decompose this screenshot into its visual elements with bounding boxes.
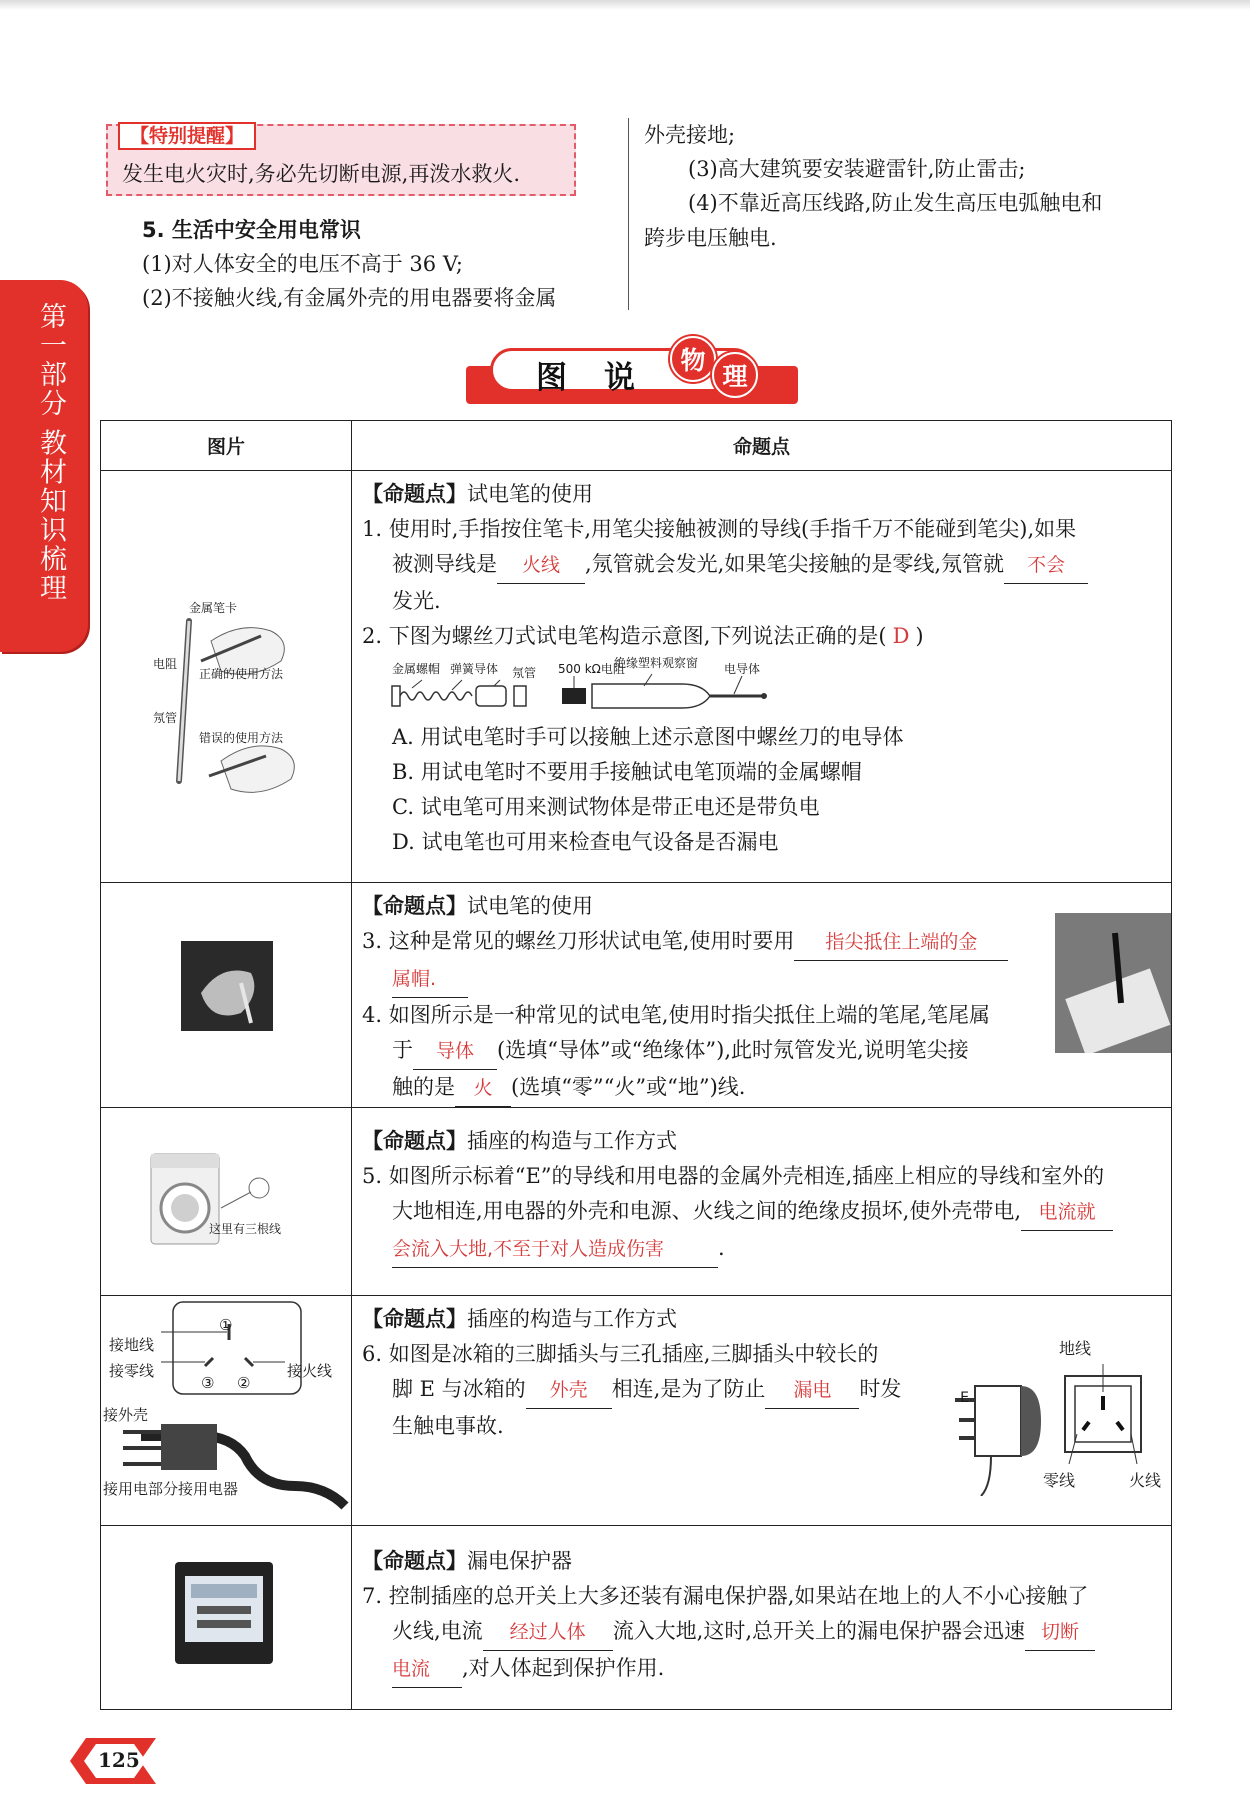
label-spring: 弹簧导体	[450, 662, 499, 676]
q7-answer-1: 经过人体	[483, 1615, 613, 1651]
q1-line3: 发光.	[392, 589, 441, 613]
q6-text: 相连,是为了防止	[611, 1377, 766, 1401]
row3-figure	[101, 1108, 352, 1296]
leakage-protector-photo	[101, 1526, 351, 1704]
socket-hole-3: ③	[201, 1374, 215, 1392]
label-metal-cap: 金属笔卡	[189, 601, 238, 615]
label-neutral: 零线	[1042, 1471, 1075, 1490]
q3-text: 3. 这种是常见的螺丝刀形状试电笔,使用时要用	[362, 929, 795, 953]
topic-tag: 【命题点】	[362, 894, 467, 918]
q4-answer-2: 火	[455, 1071, 511, 1107]
row1-content	[352, 471, 1172, 883]
q5-text: .	[718, 1236, 725, 1260]
topic-tag: 【命题点】	[362, 1307, 467, 1331]
q7-text: 流入大地,这时,总开关上的漏电保护器会迅速	[612, 1619, 1026, 1643]
label-neon: 氖管	[512, 666, 537, 680]
q4-line1: 4. 如图所示是一种常见的试电笔,使用时指尖抵住上端的笔尾,笔尾属	[362, 1003, 991, 1027]
q3-answer-1: 指尖抵住上端的金	[794, 925, 1008, 961]
label-resistor: 电阻	[153, 657, 178, 671]
q2-stem: 2. 下图为螺丝刀式试电笔构造示意图,下列说法正确的是(	[362, 624, 887, 648]
socket-hole-1: ①	[219, 1316, 233, 1334]
pen-use-photo	[1055, 913, 1171, 1053]
q2-answer: D	[892, 624, 910, 648]
q7-text: 火线,电流	[392, 1619, 483, 1643]
screwdriver-test-pen-diagram	[362, 654, 1171, 720]
topic-tag: 【命题点】	[362, 1549, 467, 1573]
q7-answer-2: 切断	[1025, 1615, 1095, 1651]
screwdriver-pen-photo	[101, 883, 351, 1099]
q1-answer-2: 不会	[1004, 548, 1088, 584]
safety-item-1: (1)对人体安全的电压不高于 36 V;	[142, 252, 463, 276]
topic-name: 插座的构造与工作方式	[467, 1307, 677, 1331]
q1-text: 被测导线是	[392, 552, 497, 576]
label-500k-resistor: 500 kΩ电阻	[558, 662, 625, 676]
topic-tag: 【命题点】	[362, 482, 467, 506]
topic-name: 插座的构造与工作方式	[467, 1129, 677, 1153]
q1-line1: 1. 使用时,手指按住笔卡,用笔尖接触被测的导线(手指千万不能碰到笔尖),如果	[362, 517, 1077, 541]
q5-text: 大地相连,用电器的外壳和电源、火线之间的绝缘皮损坏,使外壳带电,	[392, 1199, 1022, 1223]
safety-item-3: (3)高大建筑要安装避雷针,防止雷击;	[688, 157, 1026, 181]
label-metal-nut: 金属螺帽	[392, 662, 441, 676]
q3-answer-2: 属帽.	[392, 962, 468, 998]
row4-content	[352, 1296, 1172, 1526]
topic-tag: 【命题点】	[362, 1129, 467, 1153]
illustrated-physics-table	[100, 420, 1172, 1710]
row3-content	[352, 1108, 1172, 1296]
label-e-pin: E	[960, 1390, 969, 1406]
chapter-side-tab	[0, 280, 88, 652]
label-live-wire: 接火线	[287, 1362, 333, 1380]
safety-item-4-cont: 跨步电压触电.	[644, 226, 777, 250]
q2-option-b: B. 用试电笔时不要用手接触试电笔顶端的金属螺帽	[392, 760, 862, 784]
label-earth: 地线	[1058, 1339, 1091, 1358]
socket-hole-2: ②	[237, 1374, 251, 1392]
q6-answer-1: 外壳	[526, 1373, 612, 1409]
q2-option-a: A. 用试电笔时手可以接触上述示意图中螺丝刀的电导体	[392, 725, 904, 749]
q5-line1: 5. 如图所示标着“E”的导线和用电器的金属外壳相连,插座上相应的导线和室外的	[362, 1164, 1105, 1188]
row4-figure	[101, 1296, 352, 1526]
row5-content	[352, 1526, 1172, 1710]
page-number: 125	[98, 1748, 140, 1772]
chapter-label: 第一部分 教材知识梳理	[35, 302, 66, 603]
label-appliance-parts: 接用电部分接用电器	[103, 1480, 239, 1498]
section-banner	[466, 340, 798, 406]
washing-machine-illustration	[101, 1108, 351, 1290]
q7-answer-3: 电流	[392, 1652, 462, 1688]
q5-answer-2: 会流入大地,不至于对人造成伤害	[392, 1232, 718, 1268]
row1-figure	[101, 471, 352, 883]
q2-option-d: D. 试电笔也可用来检查电气设备是否漏电	[392, 830, 779, 854]
q6-text: 脚 E 与冰箱的	[392, 1377, 526, 1401]
safety-item-2-cont: 外壳接地;	[644, 123, 736, 147]
banner-word-2: 说	[604, 360, 635, 396]
label-conductor: 电导体	[724, 662, 761, 676]
page-number-badge	[70, 1738, 156, 1784]
special-reminder-box	[106, 124, 576, 196]
label-neon-tube: 氖管	[153, 711, 178, 725]
label-wrong-use: 错误的使用方法	[199, 731, 284, 745]
q1-answer-1: 火线	[497, 548, 585, 584]
q2-close: )	[915, 624, 924, 648]
label-neutral-wire: 接零线	[109, 1362, 155, 1380]
label-shell: 接外壳	[103, 1406, 149, 1424]
special-reminder-tag: 【特别提醒】	[118, 122, 256, 150]
topic-name: 试电笔的使用	[467, 482, 593, 506]
row2-content	[352, 883, 1172, 1108]
q4-text: (选填“零”“火”或“地”)线.	[511, 1075, 746, 1099]
label-live: 火线	[1128, 1471, 1161, 1490]
column-divider	[628, 118, 629, 310]
banner-word-1: 图	[536, 360, 567, 396]
banner-circle-1: 物	[670, 336, 716, 382]
q4-text: 于	[392, 1038, 413, 1062]
q6-line1: 6. 如图是冰箱的三脚插头与三孔插座,三脚插头中较长的	[362, 1342, 879, 1366]
q4-text: (选填“导体”或“绝缘体”),此时氖管发光,说明笔尖接	[497, 1038, 969, 1062]
safety-item-4: (4)不靠近高压线路,防止发生高压电弧触电和	[688, 191, 1103, 215]
q1-text: ,氖管就会发光,如果笔尖接触的是零线,氖管就	[585, 552, 1005, 576]
label-correct-use: 正确的使用方法	[199, 667, 284, 681]
page-edge	[0, 0, 1250, 10]
row5-figure	[101, 1526, 352, 1710]
q6-answer-2: 漏电	[765, 1373, 859, 1409]
q6-text: 时发	[859, 1377, 902, 1401]
q7-line1: 7. 控制插座的总开关上大多还装有漏电保护器,如果站在地上的人不小心接触了	[362, 1584, 1089, 1608]
topic-name: 试电笔的使用	[467, 894, 593, 918]
q4-text: 触的是	[392, 1075, 455, 1099]
q5-answer-1: 电流就	[1021, 1195, 1113, 1231]
special-reminder-text: 发生电火灾时,务必先切断电源,再泼水救火.	[122, 162, 521, 186]
q6-line3: 生触电事故.	[392, 1414, 504, 1438]
header-topic: 命题点	[352, 421, 1172, 471]
label-three-wires: 这里有三根线	[209, 1222, 282, 1236]
banner-circle-2: 理	[712, 352, 758, 398]
q2-option-c: C. 试电笔可用来测试物体是带正电还是带负电	[392, 795, 820, 819]
label-window: 绝缘塑料观察窗	[614, 656, 699, 670]
q4-answer-1: 导体	[413, 1034, 497, 1070]
q7-text: ,对人体起到保护作用.	[462, 1656, 665, 1680]
header-picture: 图片	[101, 421, 352, 471]
row2-figure	[101, 883, 352, 1108]
topic-name: 漏电保护器	[467, 1549, 572, 1573]
safety-heading: 5. 生活中安全用电常识	[142, 218, 361, 242]
label-ground-wire: 接地线	[109, 1336, 155, 1354]
safety-item-2: (2)不接触火线,有金属外壳的用电器要将金属	[142, 286, 557, 310]
